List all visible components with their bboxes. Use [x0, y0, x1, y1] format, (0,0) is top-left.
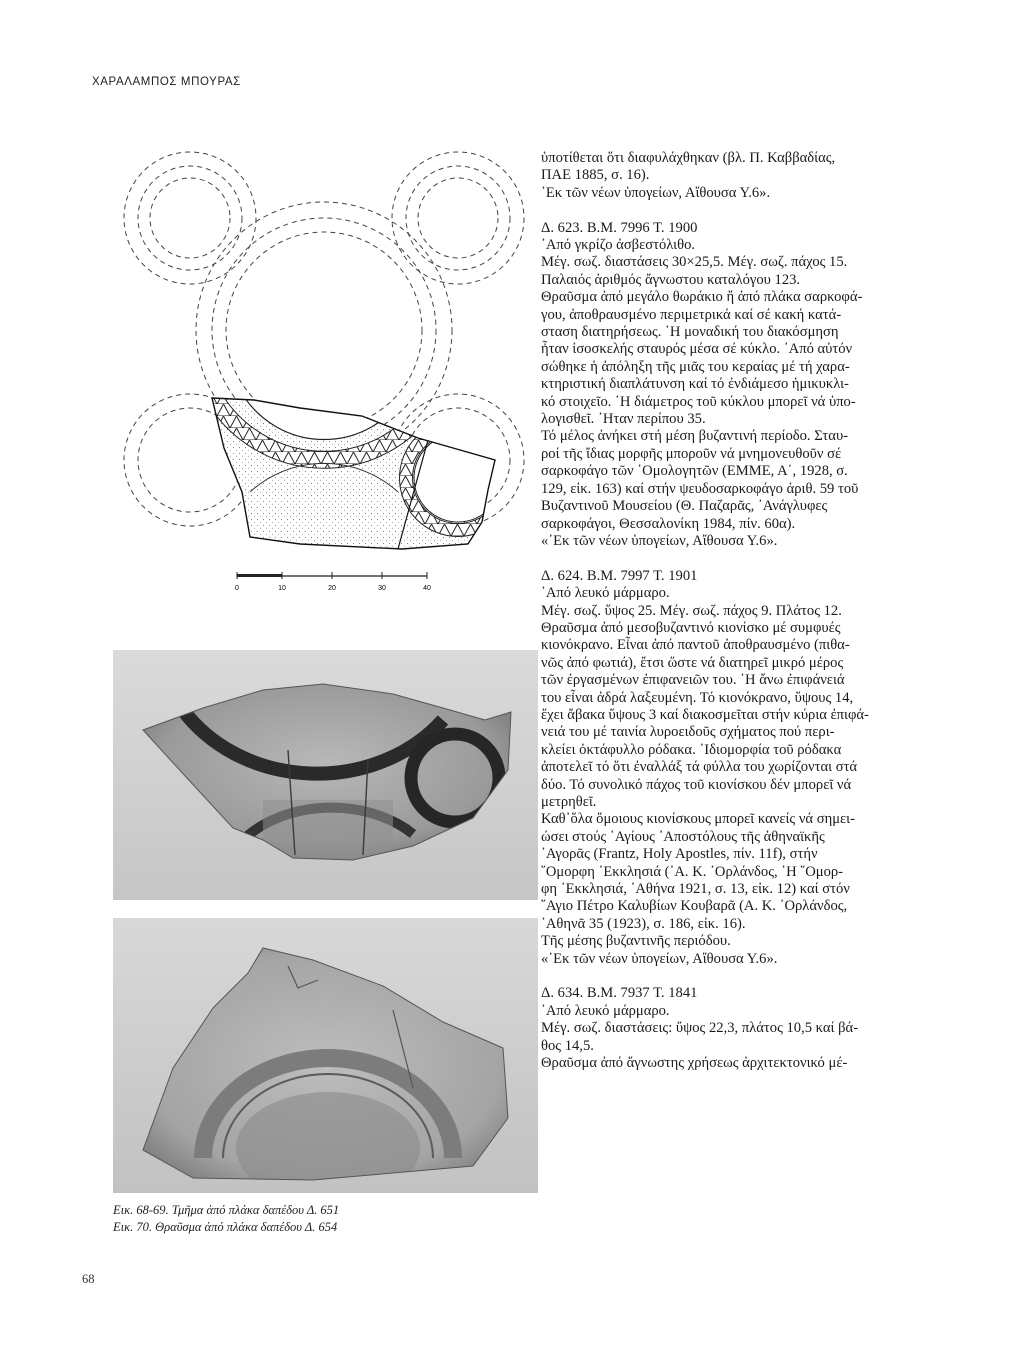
- scale-label: 20: [328, 585, 336, 592]
- photo-slab-fragment-651: [113, 650, 538, 900]
- text-line: ώσει στούς ῾Αγίους ᾽Αποστόλους τῆς ἀθηναϊκῆς: [541, 828, 825, 845]
- text-line: Μέγ. σωζ. διαστάσεις: ὕψος 22,3, πλάτος 10,5 καί βά-: [541, 1020, 859, 1037]
- entry-heading: Δ. 623. Β.Μ. 7996 Τ. 1900: [541, 219, 698, 236]
- scale-label: 10: [278, 585, 286, 592]
- text-line: ᾽Εκ τῶν νέων ὑπογείων, Αἴθουσα Υ.6».: [541, 184, 771, 201]
- catalog-text-column: [541, 150, 966, 1072]
- text-line: Καθ᾽ὅλα ὅμοιους κιονίσκους μπορεῖ κανείς νά σημει-: [541, 811, 855, 828]
- text-line: ὑποτίθεται ὅτι διαφυλάχθηκαν (βλ. Π. Καββαδίας,: [541, 150, 836, 166]
- page-number: 68: [82, 1272, 95, 1286]
- text-line: ᾽Αγορᾶς (Frantz, Holy Apostles, πίν. 11f), στήν: [541, 846, 818, 863]
- text-line: νειά του μέ ταινία λυροειδοῦς σχήματος πού περι-: [541, 724, 835, 741]
- figure-caption: Εικ. 70. Θραῦσμα ἀπό πλάκα δαπέδου Δ. 654: [113, 1220, 338, 1234]
- text-line: Βυζαντινοῦ Μουσείου (Θ. Παζαρᾶς, ᾽Ανάγλυφες: [541, 498, 828, 515]
- scale-bar: [232, 568, 432, 594]
- figure-caption: Εικ. 68-69. Τμῆμα ἀπό πλάκα δαπέδου Δ. 651: [113, 1203, 340, 1217]
- slab-reconstruction-drawing: [100, 140, 530, 595]
- scale-label: 0: [235, 585, 239, 592]
- text-line: Μέγ. σωζ. διαστάσεις 30×25,5. Μέγ. σωζ. πάχος 15.: [541, 254, 848, 271]
- text-line: κιονόκρανο. Εἶναι ἀπό παντοῦ ἀποθραυσμένο (πιθα-: [541, 637, 850, 654]
- text-line: μετρηθεῖ.: [541, 794, 597, 810]
- text-line: σώθηκε ἡ ἀπόληξη τῆς μιᾶς του κεραίας μέ τή χαρα-: [541, 358, 850, 375]
- text-line: «᾽Εκ τῶν νέων ὑπογείων, Αἴθουσα Υ.6».: [541, 950, 778, 967]
- figure-captions: [113, 1202, 339, 1236]
- text-line: Μέγ. σωζ. ὕψος 25. Μέγ. σωζ. πάχος 9. Πλάτος 12.: [541, 602, 842, 619]
- text-line: ᾽Από λευκό μάρμαρο.: [541, 585, 670, 602]
- text-line: ἔχει ἄβακα ὕψους 3 καί διακοσμεῖται στήν κύρια ἐπιφά-: [541, 706, 869, 723]
- text-line: ῞Αγιο Πέτρο Καλυβίων Κουβαρᾶ (Α. Κ. ᾽Ορλάνδος,: [541, 898, 848, 915]
- text-line: Θραῦσμα ἀπό μεγάλο θωράκιο ἤ ἀπό πλάκα σαρκοφά-: [541, 289, 863, 306]
- text-line: σαρκοφάγο τῶν ῾Ομολογητῶν (ΕΜΜΕ, Α΄, 1928, σ.: [541, 463, 848, 480]
- text-line: ἦταν ἰσοσκελής σταυρός μέσα σέ κύκλο. ᾽Από αὐτόν: [541, 341, 853, 358]
- entry-heading: Δ. 634. Β.Μ. 7937 Τ. 1841: [541, 985, 698, 1002]
- text-line: λογισθεῖ. ᾽Ηταν περίπου 35.: [541, 411, 706, 428]
- photo-slab-fragment-654: [113, 918, 538, 1193]
- text-line: νῶς ἀπό φωτιά), ἔτσι ὥστε νά διατηρεῖ μικρό μέρος: [541, 654, 844, 671]
- text-line: ΠΑΕ 1885, σ. 16).: [541, 167, 650, 184]
- text-line: 129, εἰκ. 163) καί στήν ψευδοσαρκοφάγο ἀριθ. 59 τοῦ: [541, 480, 859, 497]
- text-line: σταση διατηρήσεως. ῾Η μοναδική του διακόσμηση: [541, 324, 839, 341]
- text-line: Παλαιός ἀριθμός ἄγνωστου καταλόγου 123.: [541, 271, 801, 288]
- scale-label: 30: [378, 585, 386, 592]
- text-line: κό στοιχεῖο. ῾Η διάμετρος τοῦ κύκλου μπορεῖ νά ὑπο-: [541, 393, 856, 410]
- text-line: ᾽Αθηνᾶ 35 (1923), σ. 186, εἰκ. 16).: [541, 915, 746, 932]
- text-line: ᾽Από γκρίζο ἀσβεστόλιθο.: [541, 237, 696, 254]
- text-line: Τό μέλος ἀνήκει στή μέση βυζαντινή περίοδο. Σταυ-: [541, 428, 849, 445]
- text-line: τῶν ἐργασμένων ἐπιφανειῶν του. ῾Η ἄνω ἐπιφάνειά: [541, 672, 845, 689]
- text-line: θος 14,5.: [541, 1037, 594, 1054]
- paragraph-gap: [541, 202, 966, 219]
- text-line: Θραῦσμα ἀπό ἄγνωστης χρήσεως ἀρχιτεκτονικό μέ-: [541, 1055, 848, 1072]
- text-line: Τῆς μέσης βυζαντινῆς περιόδου.: [541, 933, 731, 950]
- text-line: του εἶναι ἀδρά λαξευμένη. Τό κιονόκρανο, ὕψους 14,: [541, 689, 854, 706]
- text-line: σαρκοφάγοι, Θεσσαλονίκη 1984, πίν. 60α).: [541, 515, 796, 532]
- entry-heading: Δ. 624. Β.Μ. 7997 Τ. 1901: [541, 567, 698, 584]
- text-line: δύο. Τό συνολικό πάχος τοῦ κιονίσκου δέν μπορεῖ νά: [541, 776, 852, 793]
- paragraph-gap: [541, 968, 966, 985]
- running-head: ΧΑΡΑΛΑΜΠΟΣ ΜΠΟΥΡΑΣ: [92, 76, 241, 88]
- text-line: «᾽Εκ τῶν νέων ὑπογείων, Αἴθουσα Υ.6».: [541, 532, 778, 549]
- text-line: φη ᾽Εκκλησιά, ᾽Αθήνα 1921, σ. 13, εἰκ. 12) καί στόν: [541, 881, 850, 898]
- text-line: ᾽Από λευκό μάρμαρο.: [541, 1002, 670, 1019]
- text-line: ροί τῆς ἴδιας μορφῆς μποροῦν νά μνημονευθοῦν σέ: [541, 445, 842, 462]
- text-line: Θραῦσμα ἀπό μεσοβυζαντινό κιονίσκο μέ συμφυές: [541, 619, 841, 636]
- scale-label: 40: [423, 585, 431, 592]
- paragraph-gap: [541, 550, 966, 567]
- text-line: κλείει ὀκτάφυλλο ρόδακα. ᾽Ιδιομορφία τοῦ ρόδακα: [541, 741, 842, 758]
- text-line: ἀποτελεῖ τό ὅτι ἐναλλάξ τά φύλλα του χωρίζονται στά: [541, 759, 858, 776]
- text-line: γου, ἀποθραυσμένο περιμετρικά καί σέ κακή κατά-: [541, 306, 842, 323]
- text-line: ῞Ομορφη ᾽Εκκλησιά (᾽Α. Κ. ᾽Ορλάνδος, ῾Η ῞Ομορ-: [541, 863, 844, 880]
- text-line: κτηριστική διαπλάτυνση καί τό ἐνδιάμεσο ἡμικυκλι-: [541, 376, 849, 393]
